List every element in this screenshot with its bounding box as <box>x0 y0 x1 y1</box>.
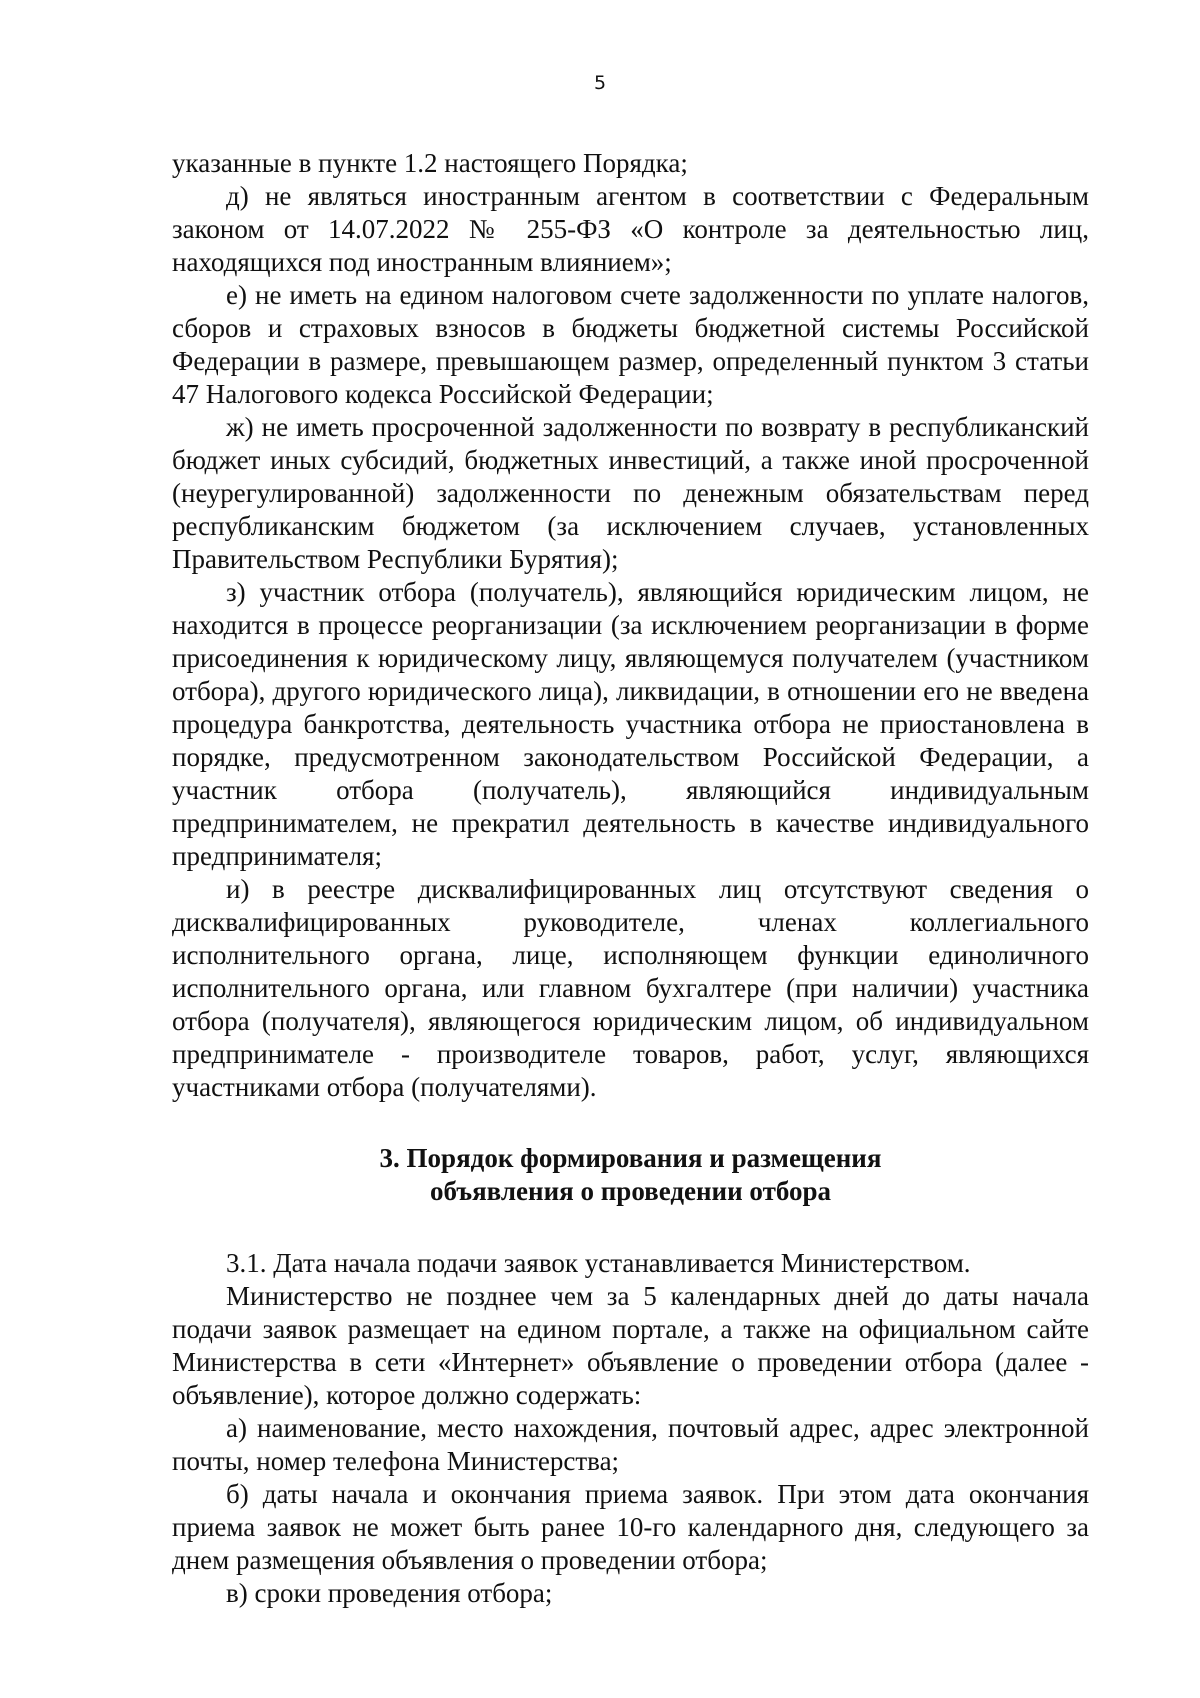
paragraph-item-zh: ж) не иметь просроченной задолженности по возврату в республиканский бюджет иных субсидий, бюджетных инвестиций, а также иной просроченной (неурегулированной) задолженности по денежным обязательствам перед республиканским бюджетом (за исключением случаев, установленных Правительством Республики Бурятия); <box>172 412 1089 574</box>
section-heading <box>172 1142 1089 1208</box>
paragraph-item-v: в) сроки проведения отбора; <box>226 1578 553 1608</box>
section-heading-line-2: объявления о проведении отбора <box>430 1176 831 1206</box>
paragraph-item-z: з) участник отбора (получатель), являющийся юридическим лицом, не находится в процессе реорганизации (за исключением реорганизации в форме присоединения к юридическому лицу, являющемуся получателем (участником отбора), другого юридического лица), ликвидации, в отношении его не введена процедура банкротства, деятельность участника отбора не приостановлена в порядке, предусмотренном законодательством Российской Федерации, а участник отбора (получатель), являющийся индивидуальным предпринимателем, не прекратил деятельность в качестве индивидуального предпринимателя; <box>172 577 1089 871</box>
paragraph-3-1: 3.1. Дата начала подачи заявок устанавливается Министерством. <box>226 1248 971 1278</box>
paragraph-ministry-announcement: Министерство не позднее чем за 5 календарных дней до даты начала подачи заявок размещает на едином портале, а также на официальном сайте Министерства в сети «Интернет» объявление о проведении отбора (далее - объявление), которое должно содержать: <box>172 1281 1089 1410</box>
paragraph-item-a: а) наименование, место нахождения, почтовый адрес, адрес электронной почты, номер телефона Министерства; <box>172 1413 1089 1476</box>
section-heading-line-1: 3. Порядок формирования и размещения <box>379 1143 882 1173</box>
paragraph-item-d: д) не являться иностранным агентом в соответствии с Федеральным законом от 14.07.2022 № 255-ФЗ «О контроле за деятельностью лиц, находящихся под иностранным влиянием»; <box>172 181 1089 277</box>
document-body <box>172 147 1089 1610</box>
paragraph-lead: указанные в пункте 1.2 настоящего Порядка; <box>172 148 688 178</box>
paragraph-item-b: б) даты начала и окончания приема заявок. При этом дата окончания приема заявок не может быть ранее 10-го календарного дня, следующего за днем размещения объявления о проведении отбора; <box>172 1479 1089 1575</box>
paragraph-item-i: и) в реестре дисквалифицированных лиц отсутствуют сведения о дисквалифицированных руководителе, членах коллегиального исполнительного органа, лице, исполняющем функции единоличного исполнительного органа, или главном бухгалтере (при наличии) участника отбора (получателя), являющегося юридическим лицом, об индивидуальном предпринимателе - производителе товаров, работ, услуг, являющихся участниками отбора (получателями). <box>172 874 1089 1102</box>
page-number: 5 <box>593 72 607 94</box>
paragraph-item-e: е) не иметь на едином налоговом счете задолженности по уплате налогов, сборов и страховых взносов в бюджеты бюджетной системы Российской Федерации в размере, превышающем размер, определенный пунктом 3 статьи 47 Налогового кодекса Российской Федерации; <box>172 280 1089 409</box>
